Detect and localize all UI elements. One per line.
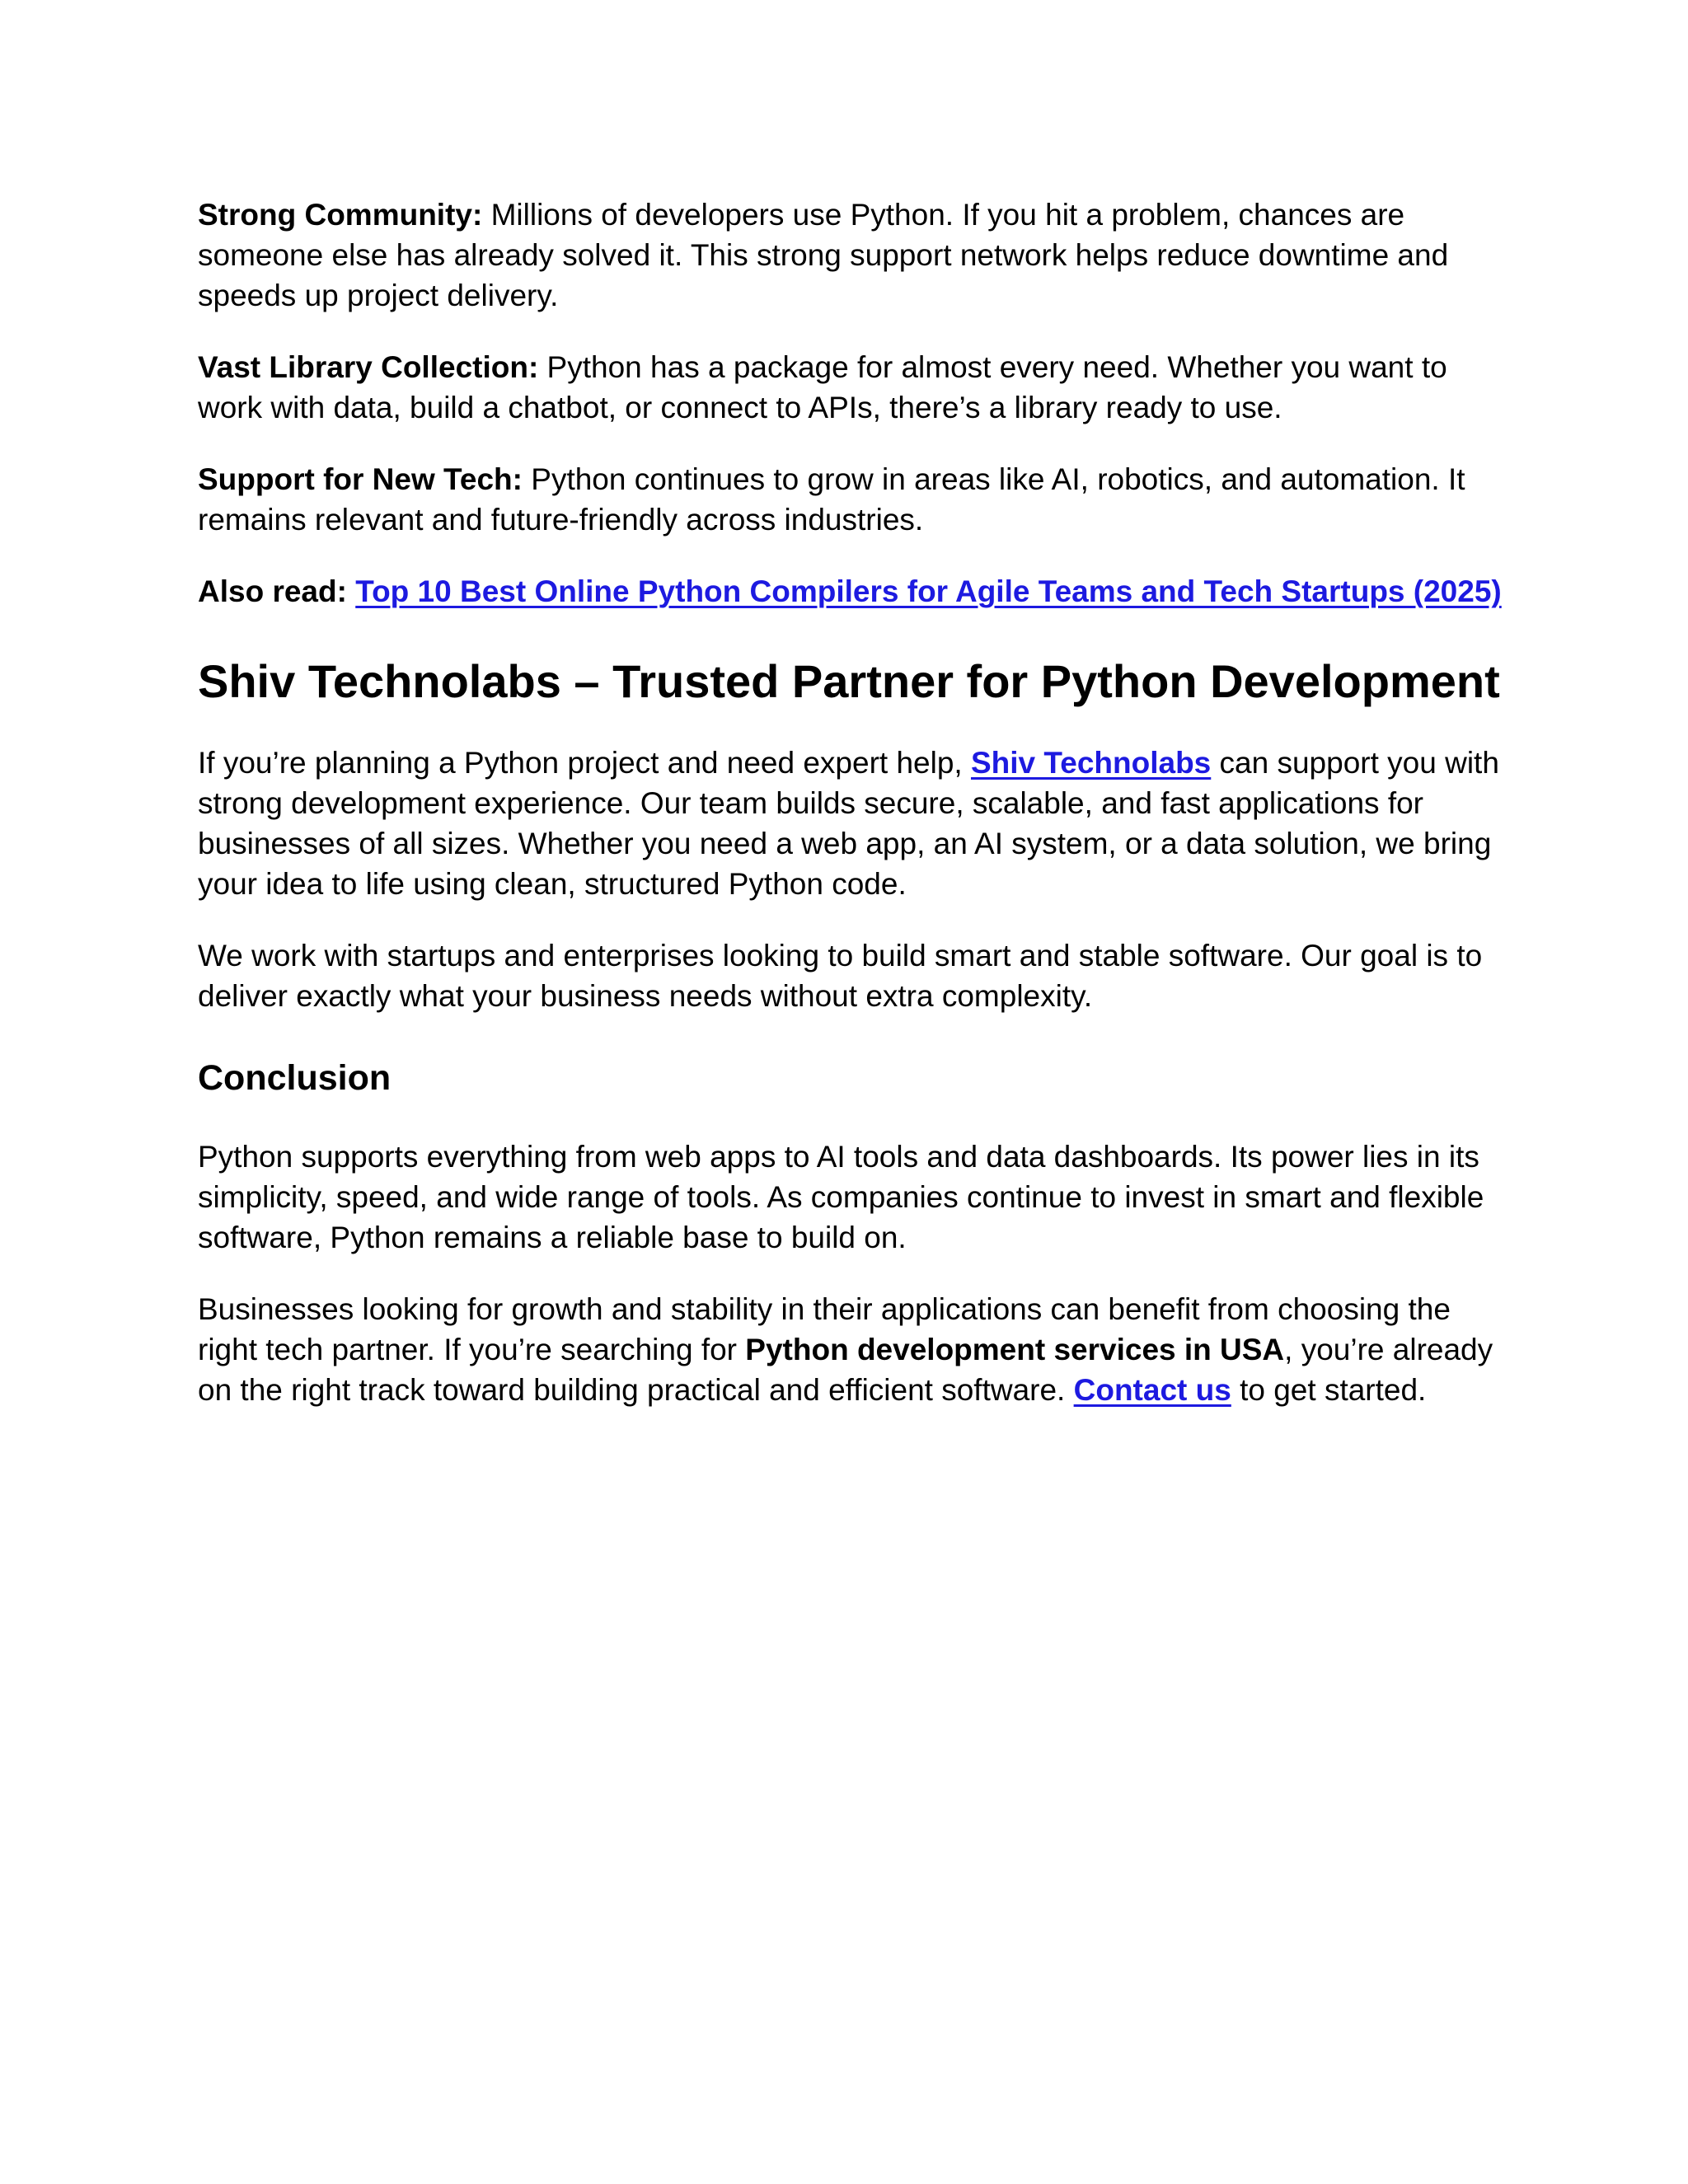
partner-paragraph-2: We work with startups and enterprises looking to build smart and stable software. Our goal is to deliver exactly what your business needs without extra complexity. — [198, 939, 1483, 1013]
vast-library-paragraph — [198, 347, 1508, 428]
new-tech-paragraph — [198, 459, 1508, 540]
new-tech-label: Support for New Tech: — [198, 462, 523, 496]
vast-library-label: Vast Library Collection: — [198, 350, 539, 384]
new-tech-text: Python continues to grow in areas like AI, robotics, and automation. It remains relevant and future-friendly across industries. — [198, 462, 1465, 537]
conclusion-p2-middle: , you’re already on the right track toward building practical and efficient software. — [198, 1333, 1493, 1407]
also-read-link[interactable]: Top 10 Best Online Python Compilers for Agile Teams and Tech Startups (2025) — [355, 574, 1502, 608]
also-read-label: Also read: — [198, 574, 356, 608]
also-read-paragraph — [198, 571, 1508, 612]
shiv-technolabs-link[interactable]: Shiv Technolabs — [970, 746, 1212, 780]
conclusion-p2-bold: Python development services in USA — [745, 1333, 1285, 1366]
conclusion-p2-before: Businesses looking for growth and stability in their applications can benefit from choosing the right tech partner. If you’re searching for — [198, 1292, 1451, 1366]
partner-heading: Shiv Technolabs – Trusted Partner for Python Development — [198, 655, 1500, 707]
strong-community-label: Strong Community: — [198, 198, 483, 232]
partner-paragraph-1 — [198, 743, 1508, 904]
document-page — [198, 194, 1508, 1410]
conclusion-paragraph-2 — [198, 1289, 1508, 1410]
conclusion-p2-after: to get started. — [1231, 1373, 1427, 1407]
contact-us-link[interactable]: Contact us — [1073, 1373, 1231, 1407]
strong-community-paragraph — [198, 194, 1508, 316]
partner-p1-before: If you’re planning a Python project and need expert help, — [198, 746, 971, 780]
vast-library-text: Python has a package for almost every need. Whether you want to work with data, build a chatbot, or connect to APIs, there’s a library ready to use. — [198, 350, 1447, 424]
partner-p1-after: can support you with strong development experience. Our team builds secure, scalable, and fast applications for businesses of all sizes. Whether you need a web app, an AI system, or a data solution, we bring your idea to life using clean, structured Python code. — [198, 746, 1499, 901]
conclusion-heading: Conclusion — [198, 1058, 392, 1098]
conclusion-paragraph-1: Python supports everything from web apps to AI tools and data dashboards. Its power lies in its simplicity, speed, and wide range of tools. As companies continue to invest in smart and flexible software, Python remains a reliable base to build on. — [198, 1140, 1484, 1254]
strong-community-text: Millions of developers use Python. If you hit a problem, chances are someone else has already solved it. This strong support network helps reduce downtime and speeds up project delivery. — [198, 198, 1449, 312]
